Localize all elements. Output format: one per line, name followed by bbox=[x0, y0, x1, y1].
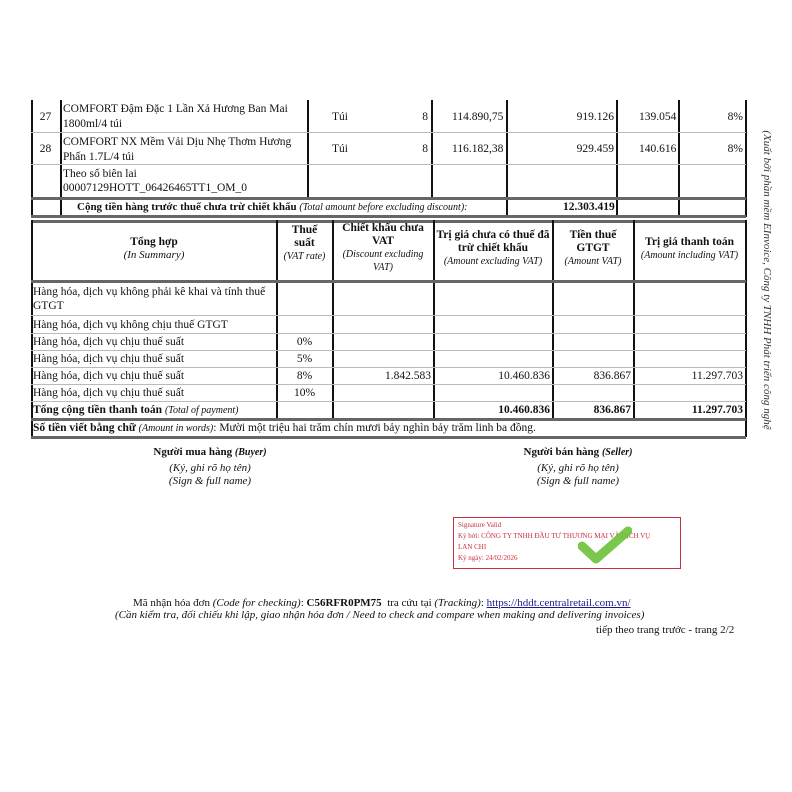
buyer-title-en: (Buyer) bbox=[234, 447, 267, 458]
summary-row-label: Hàng hóa, dịch vụ không phải kê khai và tính thuế bbox=[33, 286, 266, 298]
summary-row-discount: 1.842.583 bbox=[385, 370, 431, 382]
header-in-summary: Tổng hợp (In Summary) bbox=[123, 236, 185, 261]
item-qty: 8 bbox=[422, 111, 428, 123]
page-indicator: tiếp theo trang trước - trang 2/2 bbox=[596, 624, 735, 636]
total-vat: 836.867 bbox=[593, 404, 631, 416]
amount-in-words-value: : Mười một triệu hai trăm chín mươi bảy nghìn bảy trăm linh ba đồng. bbox=[213, 422, 536, 434]
header-amount-incl-vat: Trị giá thanh toán (Amount including VAT) bbox=[640, 236, 739, 261]
summary-row-rate: 8% bbox=[296, 370, 313, 382]
table-divider bbox=[431, 100, 433, 198]
amount-in-words bbox=[33, 421, 536, 436]
checking-code: C56RFR0PM75 bbox=[306, 597, 382, 609]
summary-row-rate: 10% bbox=[293, 387, 316, 399]
item-unit-price: 114.890,75 bbox=[452, 111, 504, 123]
summary-row-label: Hàng hóa, dịch vụ không chịu thuế GTGT bbox=[33, 319, 228, 331]
row-divider bbox=[31, 132, 746, 133]
summary-row-amount-ex-vat: 10.460.836 bbox=[498, 370, 550, 382]
check-note: (Cần kiểm tra, đối chiếu khi lập, giao nhận hóa đơn / Need to check and compare when making and delivering invoices) bbox=[115, 609, 645, 621]
table-border-right bbox=[745, 220, 747, 437]
summary-row-vat: 836.867 bbox=[593, 370, 631, 382]
digital-signature-box[interactable] bbox=[453, 517, 681, 569]
signature-signed-by: Ký bởi: CÔNG TY TNHH ĐẦU TƯ THƯƠNG MẠI VÀ DỊCH VỤ bbox=[458, 532, 651, 540]
row-divider bbox=[31, 350, 746, 351]
item-discount: 139.054 bbox=[639, 111, 677, 123]
item-vat-rate: 8% bbox=[727, 143, 743, 155]
item-qty: 8 bbox=[422, 143, 428, 155]
buyer-signature-block bbox=[110, 446, 310, 488]
item-discount: 140.616 bbox=[639, 143, 677, 155]
buyer-title: Người mua hàng bbox=[153, 446, 233, 458]
total-payment-label: Tổng cộng tiền thanh toán bbox=[33, 404, 163, 416]
row-divider bbox=[31, 367, 746, 368]
vertical-note-text: (Xuất bởi phần mềm EInvoice, Công ty TNHH Phát triển công nghệ bbox=[761, 130, 773, 430]
item-unit: Túi bbox=[332, 143, 348, 155]
header-bottom-border bbox=[31, 280, 746, 283]
item-no: 27 bbox=[39, 111, 52, 123]
item-name: COMFORT Đậm Đặc 1 Lần Xả Hương Ban Mai bbox=[63, 103, 288, 115]
item-unit-price: 116.182,38 bbox=[452, 143, 504, 155]
row-divider bbox=[31, 401, 746, 402]
header-discount: Chiết khấu chưa VAT (Discount excluding VAT) bbox=[342, 222, 424, 273]
subtotal-value: 12.303.419 bbox=[563, 201, 615, 213]
row-divider bbox=[31, 164, 746, 165]
checkmark-icon bbox=[578, 526, 632, 566]
receipt-number: 00007129HOTT_06426465TT1_OM_0 bbox=[63, 182, 247, 194]
signature-date: Ký ngày: 24/02/2026 bbox=[458, 554, 518, 562]
total-amount-incl-vat: 11.297.703 bbox=[691, 404, 743, 416]
seller-signature-block bbox=[478, 446, 678, 488]
vertical-software-note bbox=[757, 100, 777, 460]
summary-row-label-line2: GTGT bbox=[33, 300, 64, 312]
summary-row-rate: 0% bbox=[296, 336, 313, 348]
row-divider bbox=[31, 315, 746, 316]
summary-row-rate: 5% bbox=[296, 353, 313, 365]
item-name-line2: Phấn 1.7L/4 túi bbox=[63, 151, 135, 163]
summary-row-label: Hàng hóa, dịch vụ chịu thuế suất bbox=[33, 336, 185, 348]
checking-code-line: Mã nhận hóa đơn (Code for checking): C56RFR0PM75 tra cứu tại (Tracking): https://hddt.centralretail.com.vn/ bbox=[133, 597, 631, 609]
item-name-line2: 1800ml/4 túi bbox=[63, 118, 123, 130]
row-divider-thick bbox=[31, 215, 746, 218]
seller-title: Người bán hàng bbox=[523, 446, 600, 458]
item-vat-rate: 8% bbox=[727, 111, 743, 123]
item-name: COMFORT NX Mềm Vải Dịu Nhẹ Thơm Hương bbox=[63, 136, 292, 148]
buyer-sign-vi: (Ký, ghi rõ họ tên) bbox=[169, 462, 251, 474]
summary-row-total: 11.297.703 bbox=[691, 370, 743, 382]
item-unit: Túi bbox=[332, 111, 348, 123]
row-divider bbox=[31, 333, 746, 334]
seller-title-en: (Seller) bbox=[601, 447, 633, 458]
receipt-note: Theo số biên lai bbox=[63, 168, 137, 180]
header-vat-rate: Thuế suất (VAT rate) bbox=[283, 224, 326, 262]
row-divider bbox=[31, 384, 746, 385]
item-amount: 929.459 bbox=[576, 143, 614, 155]
tracking-label-en: (Tracking) bbox=[434, 597, 481, 609]
total-amount-ex-vat: 10.460.836 bbox=[498, 404, 550, 416]
summary-row-label: Hàng hóa, dịch vụ chịu thuế suất bbox=[33, 353, 185, 365]
summary-row-label: Hàng hóa, dịch vụ chịu thuế suất bbox=[33, 387, 185, 399]
words-bottom-border bbox=[31, 436, 746, 439]
seller-sign-vi: (Ký, ghi rõ họ tên) bbox=[537, 462, 619, 474]
amount-in-words-label: Số tiền viết bằng chữ bbox=[33, 422, 136, 434]
subtotal-label-en: (Total amount before excluding discount): bbox=[299, 202, 468, 213]
header-amount-vat: Tiền thuế GTGT (Amount VAT) bbox=[564, 229, 622, 267]
tracking-link[interactable]: https://hddt.centralretail.com.vn/ bbox=[486, 597, 631, 609]
item-no: 28 bbox=[39, 143, 52, 155]
buyer-sign-en: (Sign & full name) bbox=[168, 475, 252, 487]
subtotal-label: Cộng tiền hàng trước thuế chưa trừ chiết khấu bbox=[77, 201, 297, 213]
code-label: Mã nhận hóa đơn bbox=[133, 597, 210, 609]
signature-status: Signature Valid bbox=[458, 521, 502, 529]
code-label-en: (Code for checking) bbox=[212, 597, 301, 609]
seller-sign-en: (Sign & full name) bbox=[536, 475, 620, 487]
header-amount-ex-vat: Trị giá chưa có thuế đã trừ chiết khấu (Amount excluding VAT) bbox=[436, 229, 550, 267]
table-divider bbox=[307, 100, 309, 198]
tracking-label: tra cứu tại bbox=[387, 597, 432, 609]
signature-signed-by-line2: LAN CHI bbox=[458, 543, 487, 551]
total-payment-label-en: (Total of payment) bbox=[164, 405, 239, 416]
item-amount: 919.126 bbox=[576, 111, 614, 123]
summary-row-label: Hàng hóa, dịch vụ chịu thuế suất bbox=[33, 370, 185, 382]
amount-in-words-label-en: (Amount in words) bbox=[138, 423, 214, 434]
